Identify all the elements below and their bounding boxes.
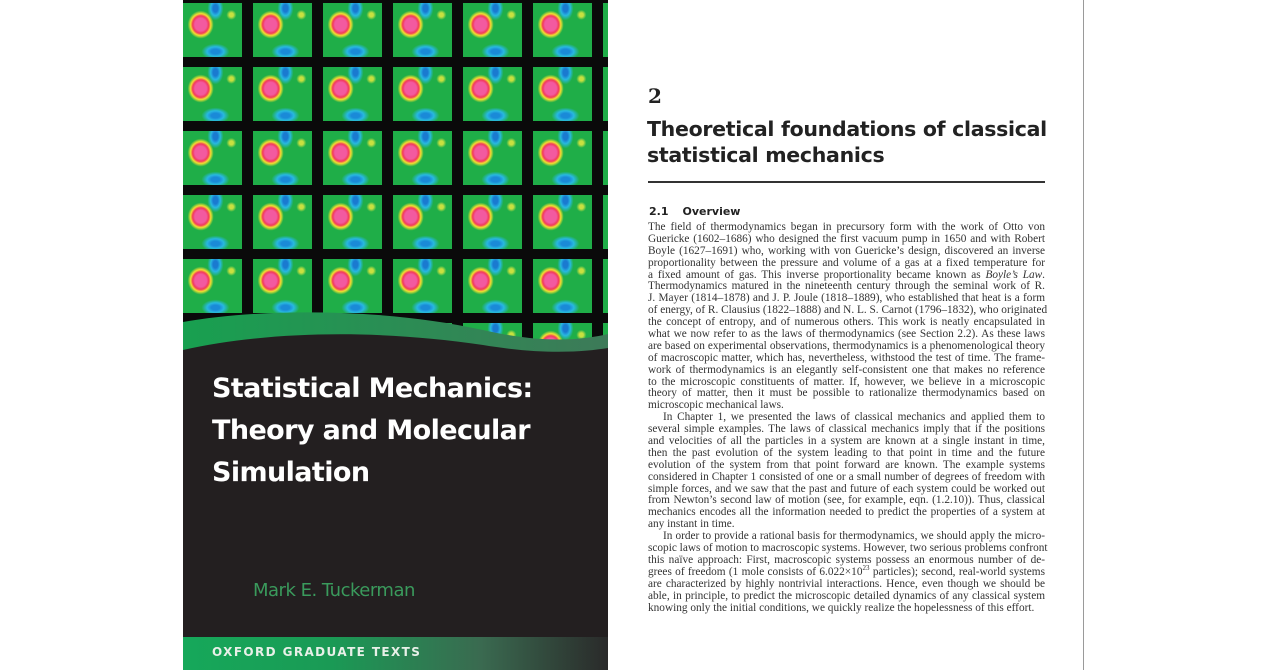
- heatmap-tile: [183, 3, 242, 57]
- text-segment: scopic laws of motion to macroscopic systems. However, two serious problems confront: [648, 542, 1048, 555]
- text-segment: In order to provide a rational basis for thermodynamics, we should apply the micro-: [663, 530, 1045, 543]
- chapter-title: Theoretical foundations of classical statistical mechanics: [647, 117, 1047, 167]
- text-segment: several simple examples. The laws of classical mechanics imply that if the positions: [648, 423, 1045, 436]
- text-segment: work of thermodynamics is an elegantly self-consistent one that makes no reference: [648, 363, 1045, 376]
- section-number: 2.1: [649, 205, 669, 218]
- cover-title: Statistical Mechanics: Theory and Molecular Simulation: [212, 373, 533, 488]
- text-segment: of energy, of R. Clausius (1822–1888) and N. L. S. Carnot (1796–1832), who originated: [648, 304, 1048, 317]
- heatmap-tile: [463, 3, 522, 57]
- text-segment: able, in principle, to predict the microscopic detailed dynamics of any classical system: [648, 589, 1045, 602]
- heatmap-tile: [463, 67, 522, 121]
- heatmap-tile: [323, 67, 382, 121]
- heatmap-tile: [183, 195, 242, 249]
- text-segment: Thermodynamics matured in the nineteenth century through the seminal work of R.: [648, 280, 1045, 293]
- heatmap-tile: [323, 3, 382, 57]
- text-line: [648, 603, 1045, 615]
- text-segment: considered in Chapter 1 consisted of one or a small number of degrees of freedom with: [648, 470, 1045, 483]
- heatmap-tile: [183, 131, 242, 185]
- heatmap-tile: [533, 195, 592, 249]
- heatmap-tile: [393, 195, 452, 249]
- text-segment: J. Mayer (1814–1878) and J. P. Joule (1818–1889), who established that heat is a form: [648, 292, 1045, 305]
- heatmap-tile: [393, 131, 452, 185]
- cover-author: Mark E. Tuckerman: [253, 580, 415, 601]
- text-segment: microscopic mechanical laws.: [648, 399, 784, 412]
- heatmap-tile: [253, 131, 312, 185]
- text-segment: In Chapter 1, we presented the laws of classical mechanics and applied them to: [663, 411, 1045, 424]
- text-segment: of macroscopic matter, which has, nevertheless, withstood the test of time. The frame-: [648, 351, 1045, 364]
- section-title: Overview: [682, 205, 741, 218]
- text-segment: mechanics encodes all the information needed to predict the properties of a system at: [648, 506, 1045, 519]
- heatmap-tile: [533, 67, 592, 121]
- heatmap-tile: [463, 131, 522, 185]
- text-segment: this naïve approach: First, macroscopic systems possess an enormous number of de-: [648, 553, 1045, 566]
- heatmap-tile: [393, 3, 452, 57]
- text-segment: are based on experimental observations, thermodynamics is a phenomenological theory: [648, 339, 1045, 352]
- heatmap-tile: [463, 195, 522, 249]
- heatmap-tile: [533, 131, 592, 185]
- heatmap-tile: [253, 3, 312, 57]
- text-segment: theory of matter, then it must be possible to rationalize thermodynamics based on: [648, 387, 1045, 400]
- heatmap-tile: [183, 67, 242, 121]
- text-segment: simple forces, and we saw that the past and future of each system could be worked out: [648, 482, 1045, 495]
- text-segment: Boyle (1627–1691) who, working with von Guericke’s design, discovered an inverse: [648, 244, 1045, 257]
- text-segment: to the microscopic constituents of matter. If, however, we believe in a microscopic: [648, 375, 1045, 388]
- section-heading: [649, 205, 740, 218]
- text-segment: from Newton’s second law of motion (see, for example, eqn. (1.2.10)). Thus, classical: [648, 494, 1045, 507]
- body-text: [648, 221, 1048, 614]
- italic-text: Boyle’s Law: [985, 268, 1043, 281]
- text-segment: any instant in time.: [648, 518, 735, 531]
- heatmap-tile: [323, 131, 382, 185]
- heatmap-tile: [533, 3, 592, 57]
- text-segment: .: [1042, 268, 1045, 281]
- text-segment: evolution of the system from that point forward are known. The example systems: [648, 458, 1045, 471]
- text-segment: knowing only the initial conditions, we quickly realize the hopelessness of this effort.: [648, 601, 1035, 614]
- superscript: 23: [862, 564, 870, 573]
- book-page: [608, 0, 1084, 670]
- chapter-number: 2: [648, 84, 662, 108]
- text-segment: Guericke (1602–1686) who designed the first vacuum pump in 1650 and with Robert: [648, 232, 1045, 245]
- book-cover: [183, 0, 608, 670]
- text-segment: the concept of entropy, and of numerous others. This work is neatly encapsulated in: [648, 316, 1045, 329]
- heatmap-tile: [253, 195, 312, 249]
- text-segment: what we now refer to as the laws of thermodynamics (see Section 2.2). As these laws: [648, 328, 1045, 341]
- text-segment: a fixed amount of gas. This inverse proportionality became known as: [648, 268, 986, 281]
- text-segment: The field of thermodynamics began in precursory form with the work of Otto von: [648, 221, 1045, 233]
- series-strip: [183, 637, 608, 670]
- text-segment: then the past evolution of the system leading to that point in time and the future: [648, 446, 1045, 459]
- text-segment: particles); second, real-world systems: [869, 565, 1045, 578]
- chapter-rule: [648, 181, 1045, 183]
- series-name: OXFORD GRADUATE TEXTS: [212, 645, 422, 659]
- text-segment: and velocities of all the particles in a system are known at a single instant in time,: [648, 435, 1045, 448]
- text-segment: grees of freedom (1 mole consists of 6.022×10: [648, 565, 863, 578]
- text-segment: are characterized by highly nontrivial interactions. Hence, even though we should be: [648, 577, 1045, 590]
- heatmap-tile: [323, 195, 382, 249]
- text-segment: proportionality between the pressure and volume of a gas at a fixed temperature for: [648, 256, 1045, 269]
- heatmap-tile: [253, 67, 312, 121]
- heatmap-tile: [393, 67, 452, 121]
